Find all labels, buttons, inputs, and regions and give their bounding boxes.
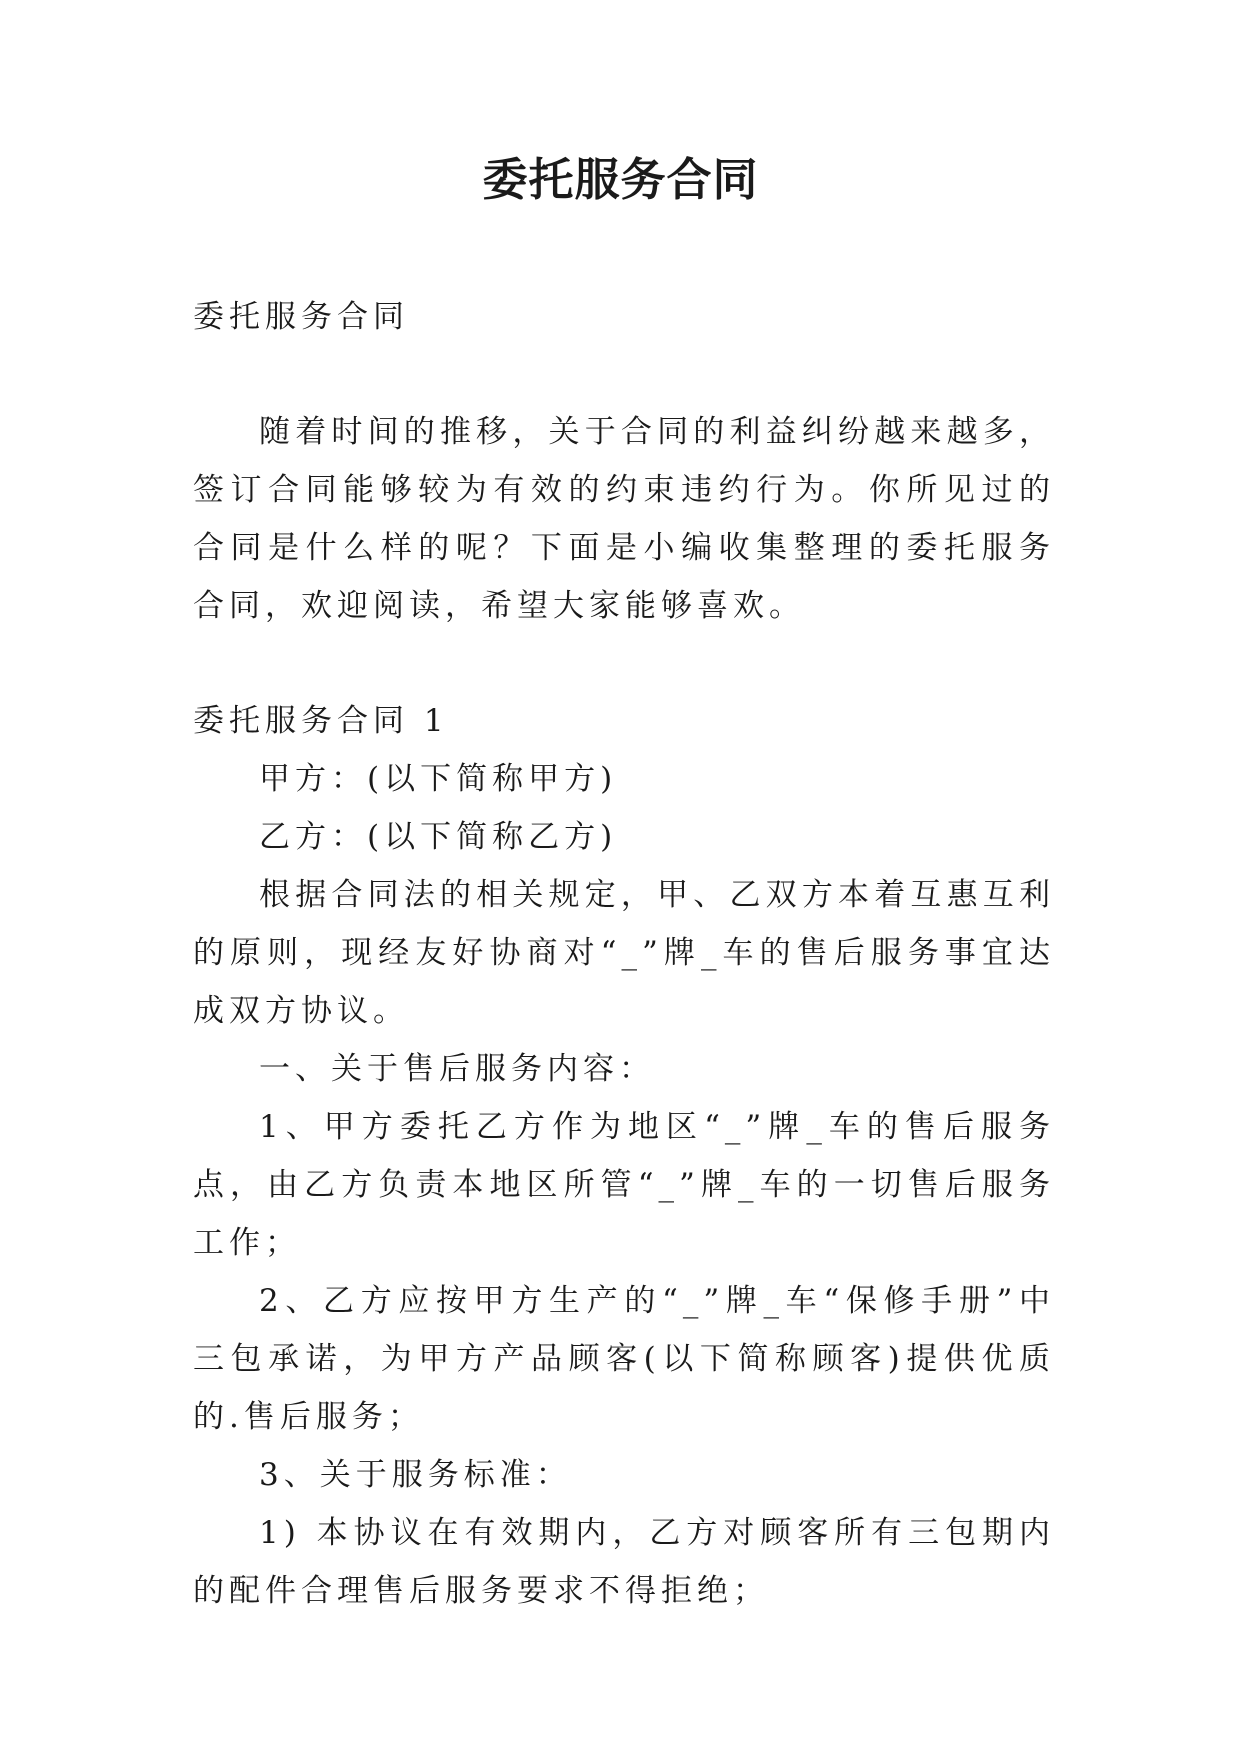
document-subtitle: 委托服务合同 <box>193 299 409 335</box>
clause-item-2: 2、乙方应按甲方生产的“_”牌_车“保修手册”中三包承诺，为甲方产品顾客(以下简称顾客)提供优质的.售后服务； <box>193 1283 1055 1435</box>
spacer <box>193 346 1055 403</box>
document-title: 委托服务合同 <box>482 153 759 206</box>
intro-paragraph: 随着时间的推移，关于合同的利益纠纷越来越多，签订合同能够较为有效的约束违约行为。你所见过的合同是什么样的呢？下面是小编收集整理的委托服务合同，欢迎阅读，希望大家能够喜欢。 <box>193 414 1055 624</box>
clause-item-3-1: 1) 本协议在有效期内，乙方对顾客所有三包期内的配件合理售后服务要求不得拒绝； <box>193 1515 1055 1609</box>
party-b-line: 乙方：(以下简称乙方) <box>259 819 618 855</box>
party-a-line: 甲方：(以下简称甲方) <box>259 761 618 797</box>
preamble-paragraph: 根据合同法的相关规定，甲、乙双方本着互惠互利的原则，现经友好协商对“_”牌_车的售后服务事宜达成双方协议。 <box>193 877 1055 1029</box>
clause-item-3: 3、关于服务标准： <box>259 1457 572 1493</box>
document-body <box>193 288 1055 1620</box>
section-heading: 委托服务合同 1 <box>193 703 449 739</box>
clause-item-1: 1、甲方委托乙方作为地区“_”牌_车的售后服务点，由乙方负责本地区所管“_”牌_车的一切售后服务工作； <box>193 1109 1055 1261</box>
clause-heading: 一、关于售后服务内容： <box>259 1051 655 1087</box>
spacer <box>193 635 1055 692</box>
